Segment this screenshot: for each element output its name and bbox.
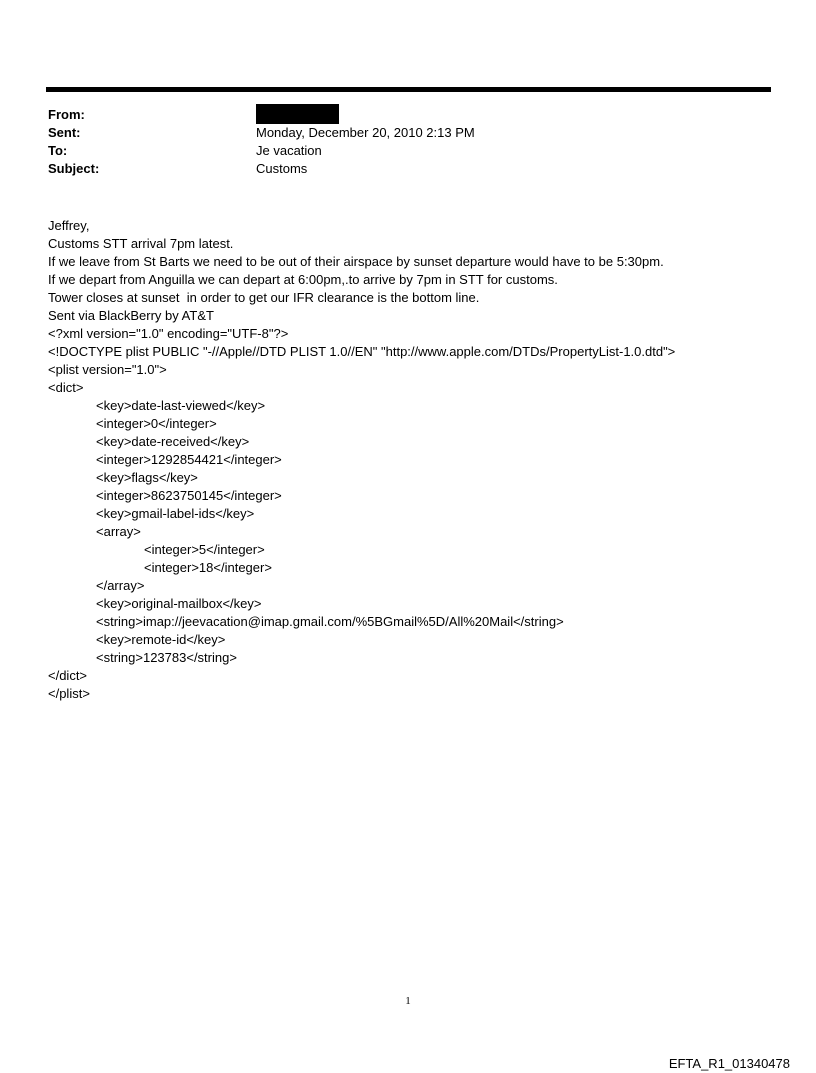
- email-header: [48, 106, 768, 178]
- body-line: Tower closes at sunset in order to get our IFR clearance is the bottom line.: [48, 290, 480, 305]
- plist-entry: <key>date-received</key>: [96, 434, 250, 449]
- to-label: To:: [48, 143, 68, 158]
- from-label: From:: [48, 107, 85, 122]
- body-line: Customs STT arrival 7pm latest.: [48, 236, 234, 251]
- xml-declaration: <?xml version="1.0" encoding="UTF-8"?>: [48, 326, 289, 341]
- plist-close: </plist>: [48, 686, 90, 701]
- plist-entry: <key>remote-id</key>: [96, 632, 226, 647]
- email-body: [48, 217, 788, 703]
- plist-entry: <string>imap://jeevacation@imap.gmail.com/%5BGmail%5D/All%20Mail</string>: [96, 614, 564, 629]
- plist-entry: </array>: [96, 578, 145, 593]
- plist-entry: <integer>8623750145</integer>: [96, 488, 282, 503]
- sent-label: Sent:: [48, 125, 81, 140]
- subject-label: Subject:: [48, 161, 100, 176]
- plist-entry: <key>date-last-viewed</key>: [96, 398, 266, 413]
- plist-entry: <integer>1292854421</integer>: [96, 452, 282, 467]
- plist-entry: <integer>0</integer>: [96, 416, 217, 431]
- doctype-line: <!DOCTYPE plist PUBLIC "-//Apple//DTD PLIST 1.0//EN" "http://www.apple.com/DTDs/PropertyList-1.0.dtd">: [48, 344, 676, 359]
- plist-entry: <key>original-mailbox</key>: [96, 596, 262, 611]
- redaction-block: [256, 104, 339, 124]
- body-line: If we depart from Anguilla we can depart at 6:00pm,.to arrive by 7pm in STT for customs.: [48, 272, 558, 287]
- subject-row: [48, 160, 768, 178]
- document-id: EFTA_R1_01340478: [668, 1056, 790, 1071]
- plist-entry: <string>123783</string>: [96, 650, 237, 665]
- from-row: [48, 106, 768, 124]
- array-item: <integer>18</integer>: [144, 560, 272, 575]
- signature-line: Sent via BlackBerry by AT&T: [48, 308, 214, 323]
- sent-row: [48, 124, 768, 142]
- plist-entry: <key>gmail-label-ids</key>: [96, 506, 255, 521]
- array-item: <integer>5</integer>: [144, 542, 265, 557]
- subject-value: Customs: [256, 161, 308, 176]
- to-row: [48, 142, 768, 160]
- sent-value: Monday, December 20, 2010 2:13 PM: [256, 125, 475, 140]
- plist-entry: <array>: [96, 524, 141, 539]
- page-number: 1: [405, 995, 411, 1007]
- to-value: Je vacation: [256, 143, 322, 158]
- body-line: If we leave from St Barts we need to be out of their airspace by sunset departure would have to be 5:30pm.: [48, 254, 664, 269]
- dict-close: </dict>: [48, 668, 88, 683]
- greeting: Jeffrey,: [48, 218, 90, 233]
- plist-open: <plist version="1.0">: [48, 362, 167, 377]
- plist-entry: <key>flags</key>: [96, 470, 198, 485]
- dict-open: <dict>: [48, 380, 84, 395]
- header-divider: [46, 87, 771, 92]
